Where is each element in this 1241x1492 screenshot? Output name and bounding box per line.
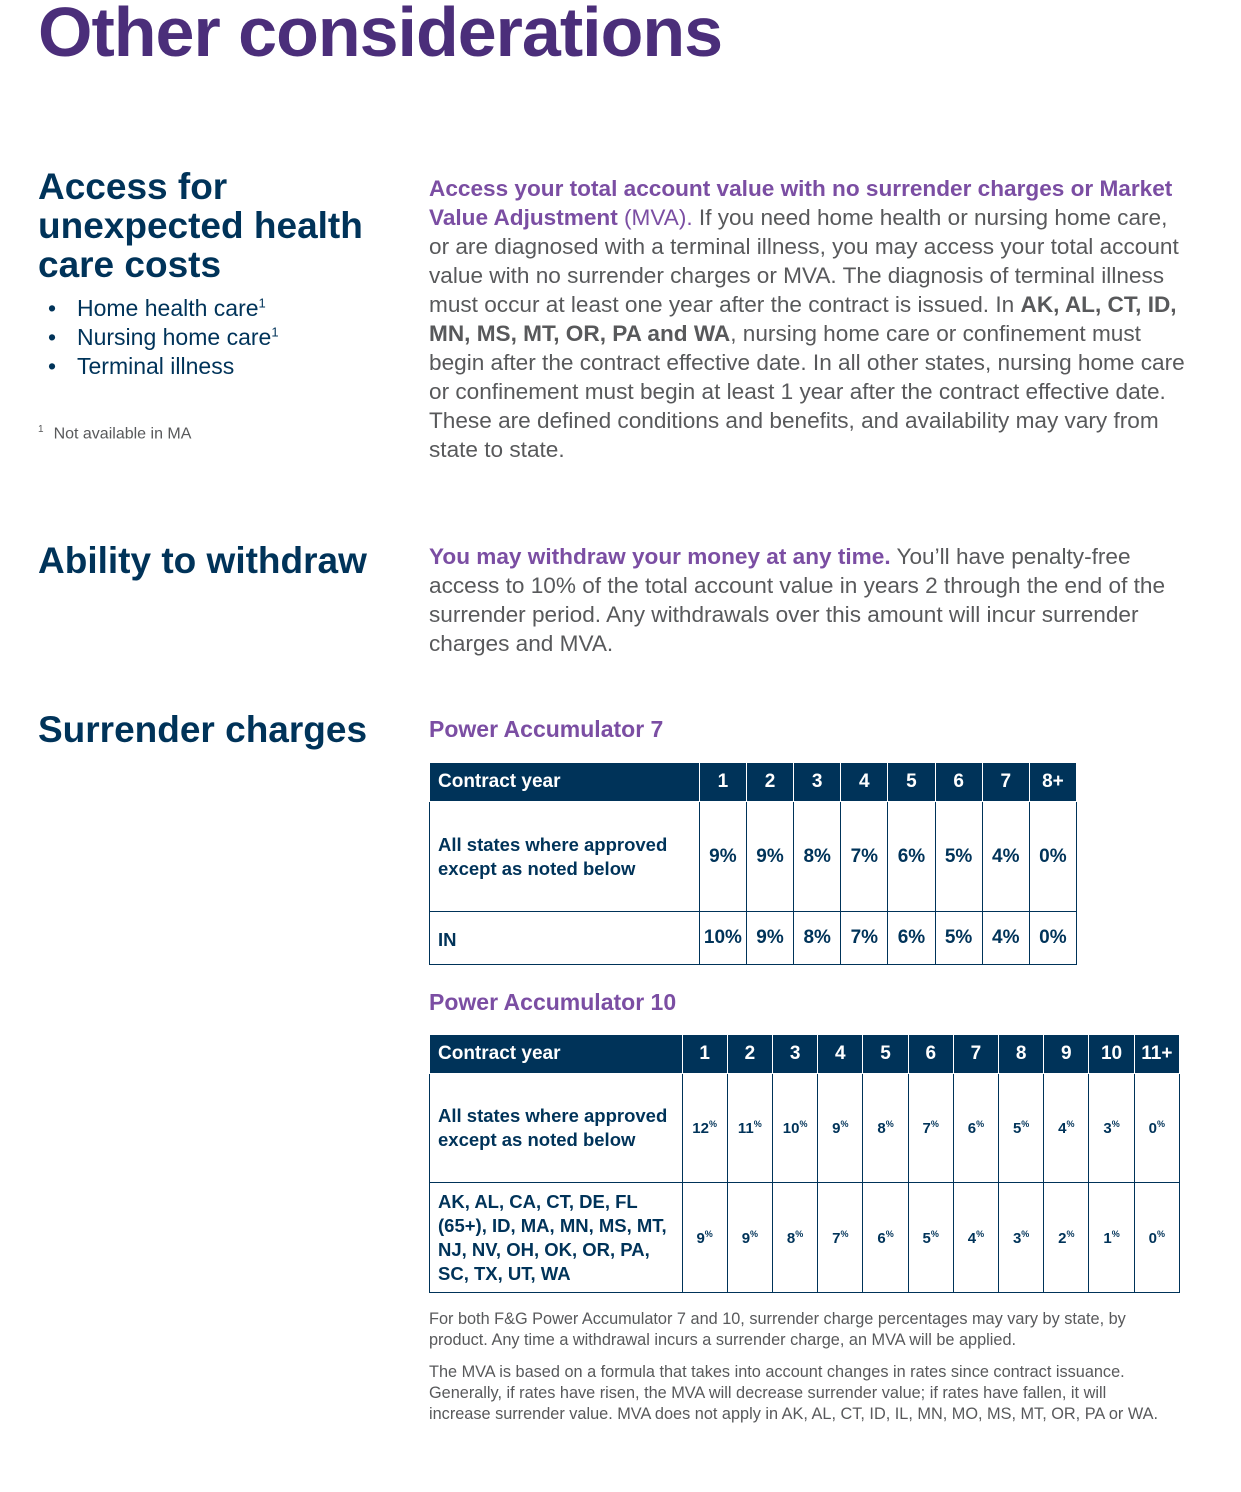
- footnote-text: Not available in MA: [53, 425, 192, 443]
- table-cell: 8%: [794, 802, 841, 912]
- row-label: All states where approved except as noted below: [430, 1074, 683, 1183]
- year-header: 2: [746, 763, 793, 802]
- row-label: AK, AL, CA, CT, DE, FL (65+), ID, MA, MN, MS, MT, NJ, NV, OH, OK, OR, PA, SC, TX, UT, WA: [430, 1183, 683, 1293]
- disclaimer-surrender: For both F&G Power Accumulator 7 and 10, surrender charge percentages may vary by state, by product. Any time a withdrawal incurs a surrender charge, an MVA will be applied.: [429, 1310, 1126, 1349]
- table-cell: 5%: [999, 1074, 1044, 1183]
- access-bullet-list: [48, 294, 279, 381]
- table-cell: 3%: [1089, 1074, 1134, 1183]
- footnote-marker: 1: [271, 324, 279, 340]
- list-item: • Terminal illness: [48, 353, 235, 379]
- table-cell: 7%: [818, 1183, 863, 1293]
- year-header: 6: [908, 1035, 953, 1074]
- table-cell: 10%: [699, 912, 746, 965]
- pa10-table: [429, 1034, 1180, 1293]
- withdraw-paragraph: [429, 542, 1169, 658]
- table-cell: 0%: [1134, 1183, 1179, 1293]
- disclaimer-mva: The MVA is based on a formula that takes into account changes in rates since contract issuance. Generally, if rates have risen, the MVA will decrease surrender value; if rates have fallen, it will increase surrender value. MVA does not apply in AK, AL, CT, ID, IL, MN, MO, MS, MT, OR, PA or WA.: [429, 1363, 1158, 1423]
- year-header: 11+: [1134, 1035, 1179, 1074]
- bullet-dot-icon: •: [48, 353, 57, 379]
- year-header: 3: [772, 1035, 817, 1074]
- table-cell: 5%: [935, 802, 982, 912]
- access-heading: Access for unexpected health care costs: [38, 166, 363, 285]
- table-cell: 6%: [888, 802, 935, 912]
- table-cell: 9%: [818, 1074, 863, 1183]
- footnote-number: 1: [38, 424, 44, 435]
- table-cell: 3%: [999, 1183, 1044, 1293]
- access-lead-mva: (MVA).: [617, 205, 693, 230]
- year-header: 5: [888, 763, 935, 802]
- year-header: 1: [682, 1035, 727, 1074]
- bullet-dot-icon: •: [48, 295, 57, 321]
- table-cell: 4%: [1044, 1074, 1089, 1183]
- pa10-title: Power Accumulator 10: [429, 989, 677, 1015]
- list-item: • Home health care$^1$: [48, 295, 266, 321]
- table-cell: 8%: [772, 1183, 817, 1293]
- table-cell: 9%: [682, 1183, 727, 1293]
- table-cell: 9%: [746, 912, 793, 965]
- table-header-row: [430, 1035, 1180, 1074]
- year-header: 8+: [1029, 763, 1076, 802]
- pa7-title: Power Accumulator 7: [429, 716, 664, 742]
- table-cell: 8%: [794, 912, 841, 965]
- table-cell: 6%: [953, 1074, 998, 1183]
- row-label: IN: [430, 912, 700, 965]
- table-cell: 2%: [1044, 1183, 1089, 1293]
- year-header: 4: [818, 1035, 863, 1074]
- contract-year-header: Contract year: [430, 1035, 683, 1074]
- list-item: • Nursing home care$^1$: [48, 324, 279, 350]
- year-header: 2: [727, 1035, 772, 1074]
- year-header: 3: [794, 763, 841, 802]
- table-cell: 8%: [863, 1074, 908, 1183]
- table-row: [430, 802, 1077, 912]
- table-cell: 12%: [682, 1074, 727, 1183]
- access-paragraph: [429, 174, 1189, 464]
- table-cell: 9%: [727, 1183, 772, 1293]
- year-header: 7: [982, 763, 1029, 802]
- year-header: 7: [953, 1035, 998, 1074]
- access-body-1: If you need home health or nursing home care, or are diagnosed with a terminal illness, you may access your total account value with no surrender charges or MVA. The diagnosis of terminal illness must occur at least one year after the contract is issued. In: [429, 205, 1179, 317]
- table-cell: 4%: [982, 802, 1029, 912]
- bullet-dot-icon: •: [48, 324, 57, 350]
- year-header: 4: [841, 763, 888, 802]
- table-cell: 4%: [953, 1183, 998, 1293]
- access-body-2: , nursing home care or confinement must begin after the contract effective date. In all other states, nursing home care or confinement must begin at least 1 year after the contract effective date. These are defined conditions and benefits, and availability may vary from state to state.: [429, 321, 1185, 462]
- table-cell: 4%: [982, 912, 1029, 965]
- footnote: [38, 424, 191, 443]
- year-header: 1: [699, 763, 746, 802]
- table-cell: 7%: [908, 1074, 953, 1183]
- table-cell: 7%: [841, 912, 888, 965]
- table-cell: 9%: [746, 802, 793, 912]
- footnote-marker: 1: [258, 295, 266, 311]
- table-cell: 11%: [727, 1074, 772, 1183]
- table-cell: 0%: [1029, 912, 1076, 965]
- table-cell: 5%: [908, 1183, 953, 1293]
- year-header: 8: [999, 1035, 1044, 1074]
- access-states: AK, AL, CT, ID, MN, MS, MT, OR, PA and WA: [429, 292, 1177, 346]
- contract-year-header: Contract year: [430, 763, 700, 802]
- withdraw-lead: You may withdraw your money at any time.: [429, 544, 891, 569]
- table-cell: 0%: [1029, 802, 1076, 912]
- withdraw-body: You’ll have penalty-free access to 10% of the total account value in years 2 through the end of the surrender period. Any withdrawals over this amount will incur surrender charges and MVA.: [429, 544, 1166, 656]
- table-cell: 0%: [1134, 1074, 1179, 1183]
- year-header: 9: [1044, 1035, 1089, 1074]
- year-header: 6: [935, 763, 982, 802]
- table-cell: 9%: [699, 802, 746, 912]
- row-label: All states where approved except as noted below: [430, 802, 700, 912]
- table-cell: 10%: [772, 1074, 817, 1183]
- table-cell: 7%: [841, 802, 888, 912]
- table-cell: 1%: [1089, 1183, 1134, 1293]
- table-row: [430, 912, 1077, 965]
- table-cell: 5%: [935, 912, 982, 965]
- year-header: 5: [863, 1035, 908, 1074]
- table-cell: 6%: [888, 912, 935, 965]
- withdraw-heading: Ability to withdraw: [38, 540, 367, 581]
- table-header-row: [430, 763, 1077, 802]
- surrender-heading: Surrender charges: [38, 709, 368, 750]
- access-lead: Access your total account value with no surrender charges or Market Value Adjustment: [429, 176, 1173, 230]
- table-row: [430, 1074, 1180, 1183]
- table-row: [430, 1183, 1180, 1293]
- pa7-table: [429, 762, 1077, 965]
- year-header: 10: [1089, 1035, 1134, 1074]
- page-title: Other considerations: [38, 0, 723, 71]
- table-cell: 6%: [863, 1183, 908, 1293]
